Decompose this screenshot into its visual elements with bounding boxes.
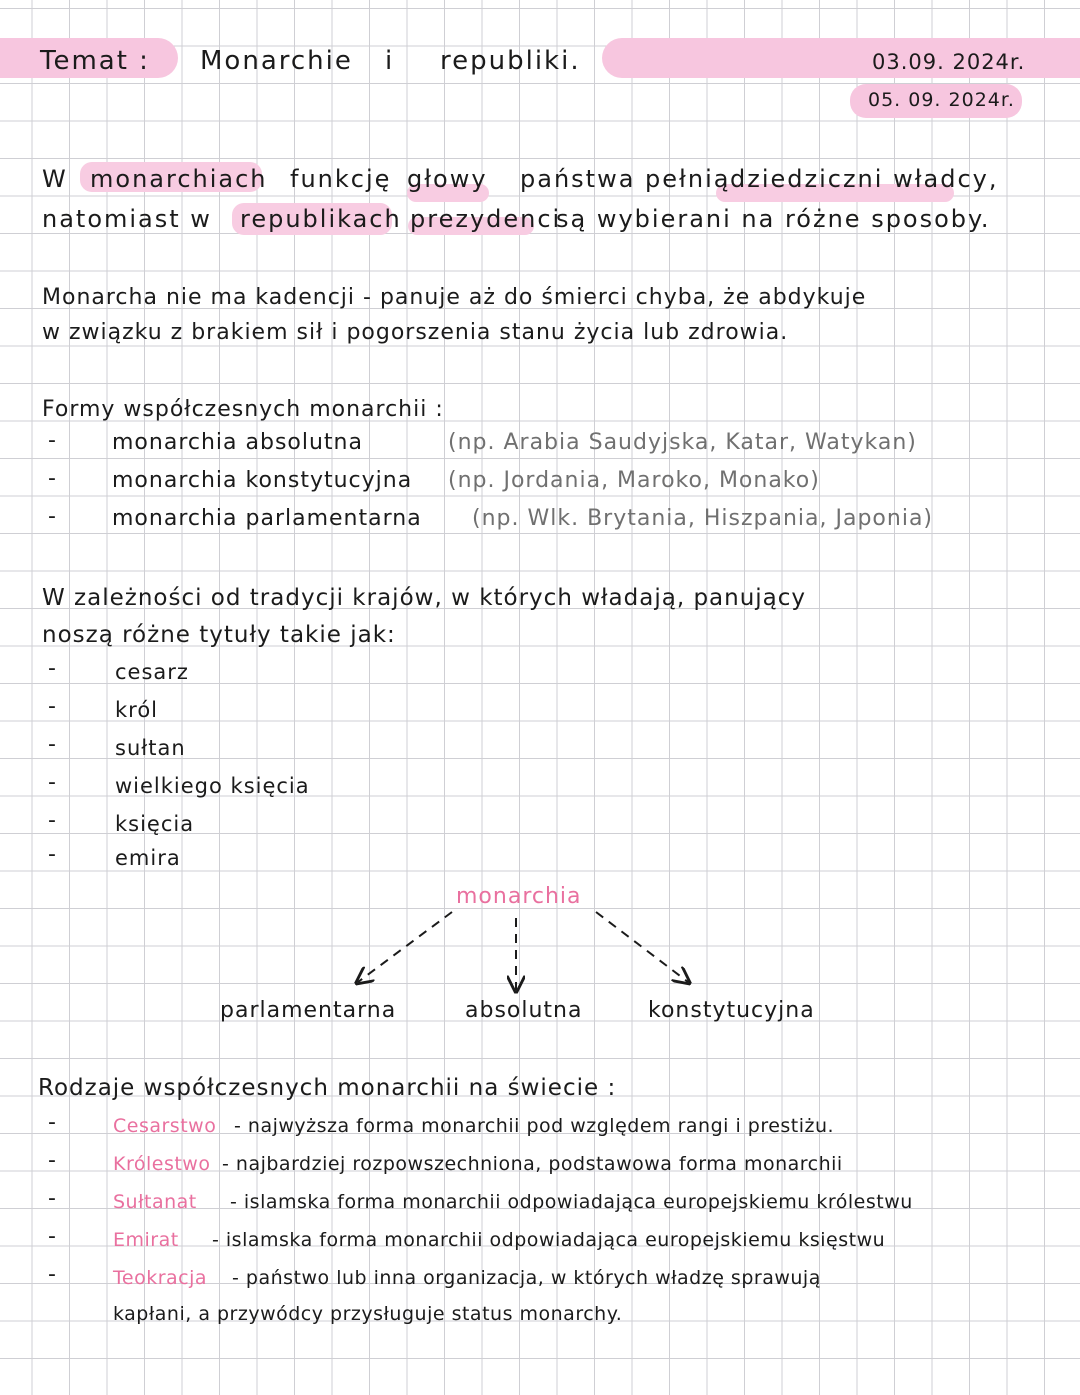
date-1: 03.09. 2024r. [872,50,1026,74]
forms-dash-3: - [48,504,58,529]
types-desc-teokracja: - państwo lub inna organizacja, w których władzę sprawują [232,1267,821,1289]
title-word-3: republiki. [440,46,581,76]
intro-line1-monarchiach: monarchiach [90,165,268,193]
types-dash-3: - [48,1186,58,1211]
types-dash-1: - [48,1110,58,1135]
titles-item-ksiecia: księcia [115,812,195,836]
types-heading: Rodzaje współczesnych monarchii na świecie : [38,1075,617,1101]
date-2: 05. 09. 2024r. [868,89,1015,111]
intro-line1-panstwa: państwa pełnią [520,165,731,193]
titles-dash-6: - [48,842,58,867]
title-word-2: i [385,46,395,76]
forms-item-3-name: monarchia parlamentarna [112,506,422,531]
intro-line2-republikach: republikach [240,205,402,233]
types-last-line: kapłani, a przywódcy przysługuje status monarchy. [113,1303,623,1325]
forms-dash-2: - [48,466,58,491]
types-term-krolestwo: Królestwo [113,1153,211,1175]
types-dash-2: - [48,1148,58,1173]
intro-line1-glowy: głowy [407,165,488,193]
types-term-sultanat: Sułtanat [113,1191,197,1213]
arrow-to-parlamentarna [358,912,452,982]
forms-item-1-example: (np. Arabia Saudyjska, Katar, Watykan) [448,430,917,455]
types-term-cesarstwo: Cesarstwo [113,1115,217,1137]
forms-dash-1: - [48,428,58,453]
types-desc-sultanat: - islamska forma monarchii odpowiadająca europejskiemu królestwu [230,1191,913,1213]
titles-item-krol: król [115,698,159,722]
titles-dash-4: - [48,770,58,795]
intro-line2-rest: są wybierani na różne sposoby. [556,205,991,233]
types-desc-emirat: - islamska forma monarchii odpowiadająca europejskiemu księstwu [212,1229,886,1251]
diagram-child-konstytucyjna: konstytucyjna [648,998,815,1023]
titles-line-1: W zależności od tradycji krajów, w których władają, panujący [42,585,807,611]
titles-item-sultan: sułtan [115,736,186,760]
types-term-emirat: Emirat [113,1229,179,1251]
titles-dash-1: - [48,656,58,681]
monarch-line-2: w związku z brakiem sił i pogorszenia stanu życia lub zdrowia. [42,320,789,345]
forms-item-3-example: (np. Wlk. Brytania, Hiszpania, Japonia) [472,506,934,531]
forms-item-2-name: monarchia konstytucyjna [112,468,413,493]
types-dash-4: - [48,1224,58,1249]
intro-line1-dziedziczni: dziedziczni władcy, [730,165,999,193]
topic-label: Temat : [40,46,150,76]
intro-line2-natomiast: natomiast w [42,205,212,233]
types-dash-5: - [48,1262,58,1287]
titles-dash-5: - [48,808,58,833]
forms-item-2-example: (np. Jordania, Maroko, Monako) [448,468,820,493]
monarch-line-1: Monarcha nie ma kadencji - panuje aż do śmierci chyba, że abdykuje [42,285,867,310]
types-desc-cesarstwo: - najwyższa forma monarchii pod względem rangi i prestiżu. [234,1115,835,1137]
diagram-child-parlamentarna: parlamentarna [220,998,397,1023]
types-desc-krolestwo: - najbardziej rozpowszechniona, podstawowa forma monarchii [222,1153,843,1175]
titles-item-cesarz: cesarz [115,660,189,684]
titles-dash-3: - [48,732,58,757]
forms-heading: Formy współczesnych monarchii : [42,397,444,422]
titles-dash-2: - [48,694,58,719]
diagram-root: monarchia [456,884,582,909]
types-term-teokracja: Teokracja [113,1267,208,1289]
intro-line1-w: W [42,165,68,193]
titles-item-wielkiego-ksiecia: wielkiego księcia [115,774,310,798]
diagram-child-absolutna: absolutna [465,998,583,1023]
intro-line1-funkcje: funkcję [290,165,392,193]
intro-line2-prezydenci: prezydenci [410,205,562,233]
forms-item-1-name: monarchia absolutna [112,430,363,455]
arrow-to-konstytucyjna [596,912,688,982]
title-word-1: Monarchie [200,46,353,76]
titles-line-2: noszą różne tytuły takie jak: [42,622,396,648]
titles-item-emira: emira [115,846,181,870]
